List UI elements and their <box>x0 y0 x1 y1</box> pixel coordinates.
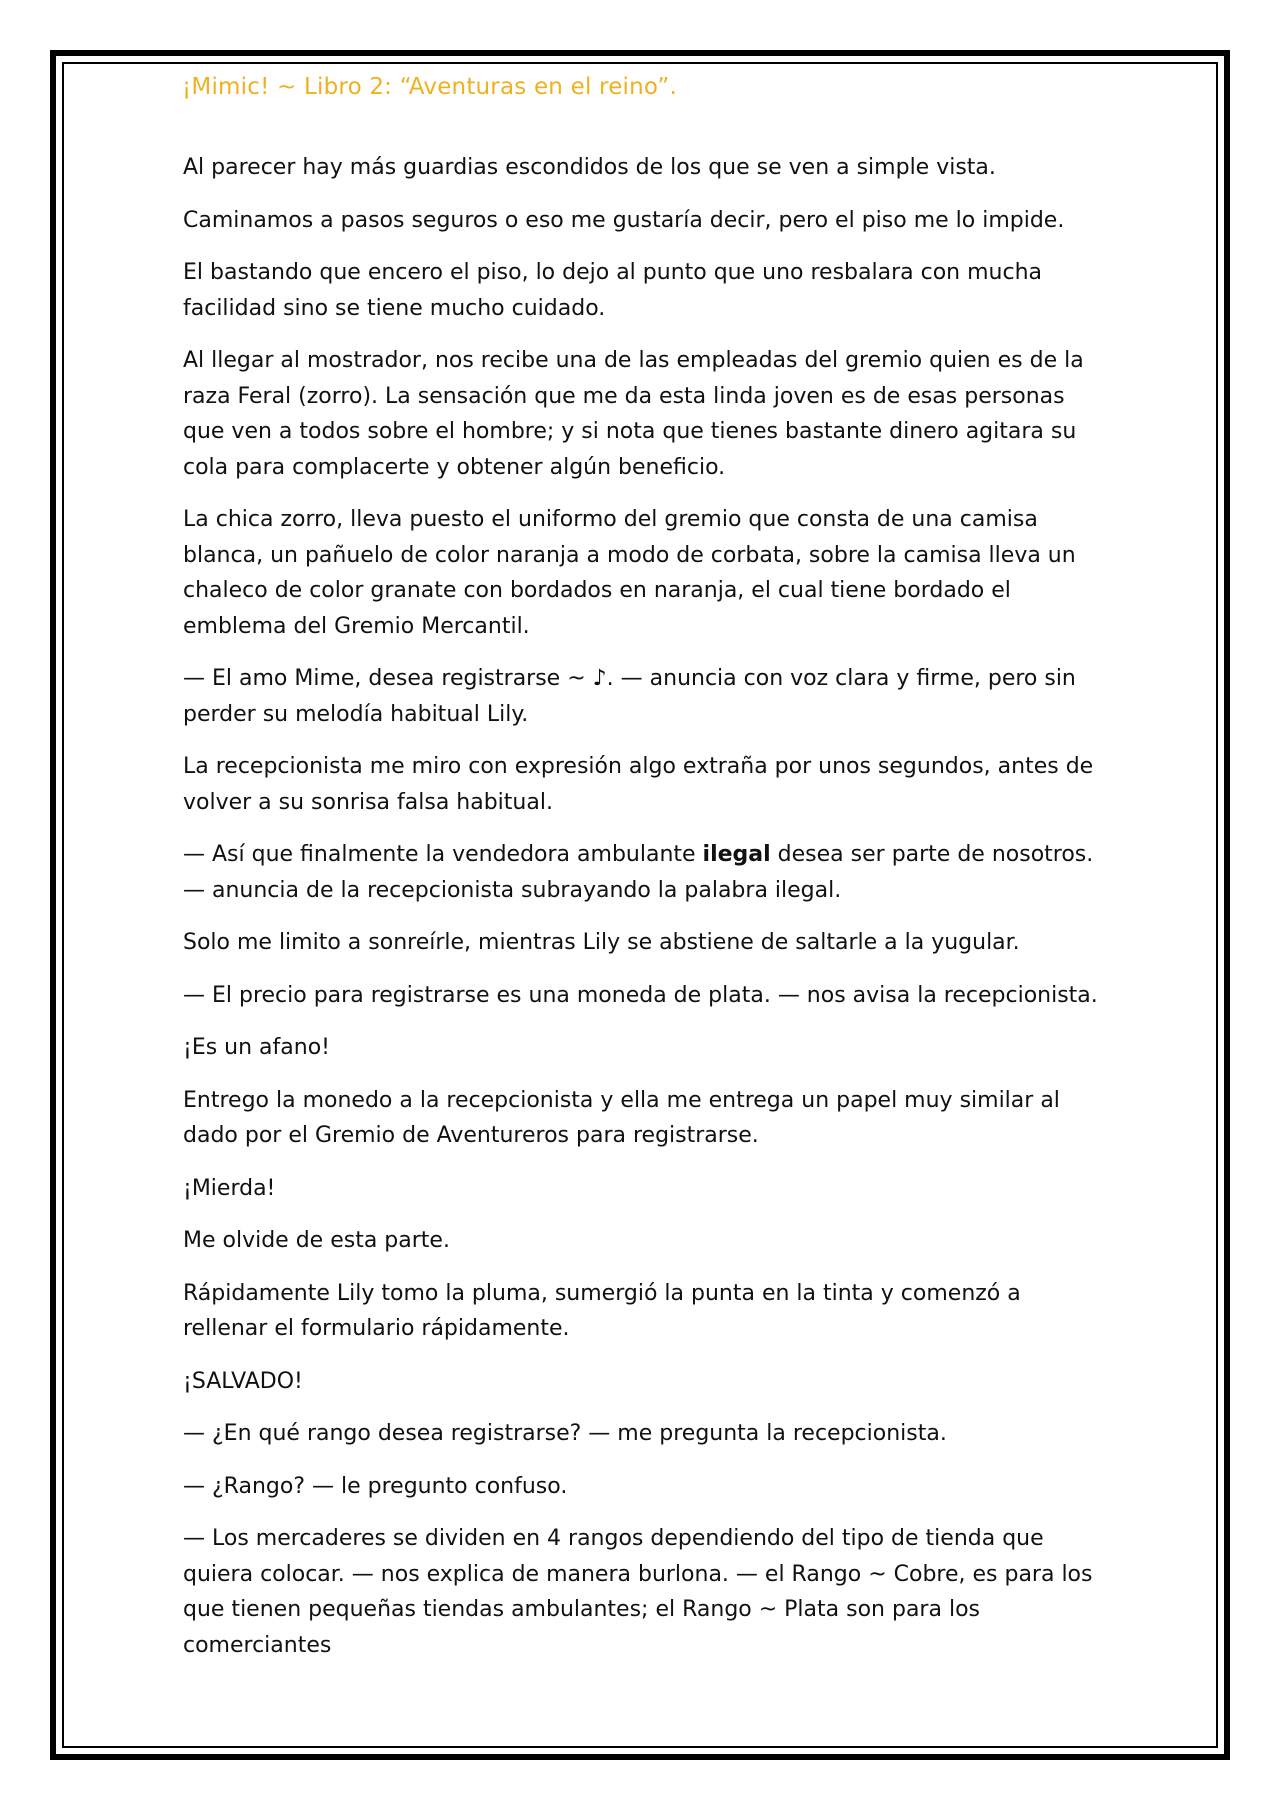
paragraph: Rápidamente Lily tomo la pluma, sumergió la punta en la tinta y comenzó a rellenar el formulario rápidamente. <box>183 1280 1021 1341</box>
paragraph: — El amo Mime, desea registrarse ~ ♪. — anuncia con voz clara y firme, pero sin perder su melodía habitual Lily. <box>183 666 1076 727</box>
paragraph: — ¿Rango? — le pregunto confuso. <box>183 1473 568 1499</box>
running-header: ¡Mimic! ~ Libro 2: “Aventuras en el reino”. <box>182 74 677 100</box>
paragraph: Caminamos a pasos seguros o eso me gustaría decir, pero el piso me lo impide. <box>183 207 1065 233</box>
paragraph <box>183 837 1098 908</box>
paragraph: ¡SALVADO! <box>183 1368 303 1394</box>
paragraph: El bastando que encero el piso, lo dejo al punto que uno resbalara con mucha facilidad sino se tiene mucho cuidado. <box>183 260 1042 321</box>
paragraph: Entrego la monedo a la recepcionista y ella me entrega un papel muy similar al dado por el Gremio de Aventureros para registrarse. <box>183 1087 1060 1148</box>
paragraph-text: — Así que finalmente la vendedora ambulante <box>183 842 703 867</box>
paragraph: La chica zorro, lleva puesto el uniformo del gremio que consta de una camisa blanca, un pañuelo de color naranja a modo de corbata, sobre la camisa lleva un chaleco de color granate con bordados en naranja, el cual tiene bordado el emblema del Gremio Mercantil. <box>183 507 1076 639</box>
emphasized-word: ilegal <box>702 842 771 867</box>
paragraph: La recepcionista me miro con expresión algo extraña por unos segundos, antes de volver a su sonrisa falsa habitual. <box>183 754 1094 815</box>
paragraph: — El precio para registrarse es una moneda de plata. — nos avisa la recepcionista. <box>183 982 1098 1008</box>
paragraph: ¡Es un afano! <box>183 1035 330 1060</box>
paragraph: — Los mercaderes se dividen en 4 rangos dependiendo del tipo de tienda que quiera colocar. — nos explica de manera burlona. — el Rango ~ Cobre, es para los que tienen pequeñas tiendas ambulantes; el Rango ~ Plata son para los comerciantes <box>183 1526 1093 1658</box>
paragraph: Al llegar al mostrador, nos recibe una de las empleadas del gremio quien es de la raza Feral (zorro). La sensación que me da esta linda joven es de esas personas que ven a todos sobre el hombre; y si nota que tienes bastante dinero agitara su cola para complacerte y obtener algún beneficio. <box>183 348 1084 480</box>
paragraph: Al parecer hay más guardias escondidos de los que se ven a simple vista. <box>183 155 996 180</box>
paragraph: — ¿En qué rango desea registrarse? — me pregunta la recepcionista. <box>183 1421 947 1446</box>
paragraph-text: desea ser parte de nosotros. — anuncia de la recepcionista subrayando la palabra ilegal. <box>183 842 1094 903</box>
paragraph: Me olvide de esta parte. <box>183 1228 450 1253</box>
paragraph: ¡Mierda! <box>183 1175 276 1201</box>
document-body <box>183 150 1098 1680</box>
paragraph: Solo me limito a sonreírle, mientras Lily se abstiene de saltarle a la yugular. <box>183 930 1020 955</box>
